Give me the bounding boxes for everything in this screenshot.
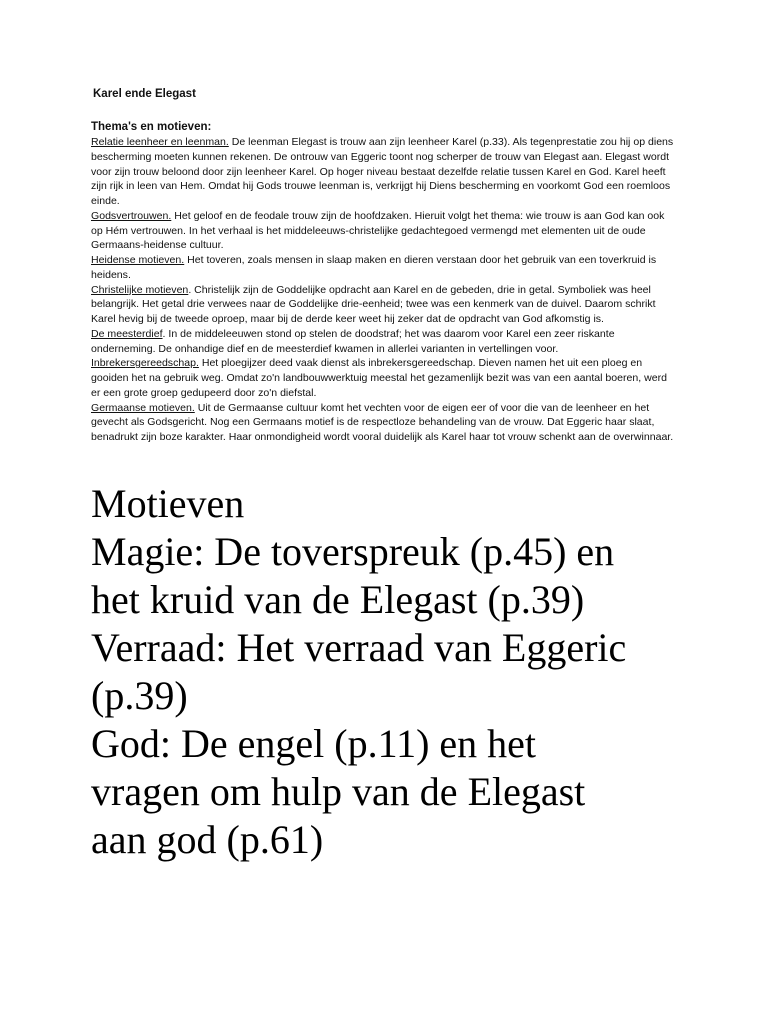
theme-paragraph: [91, 327, 677, 357]
theme-label: Inbrekersgereedschap.: [91, 357, 199, 370]
document-title: Karel ende Elegast: [93, 88, 196, 100]
theme-text: . Christelijk zijn de Goddelijke opdracht aan Karel en de gebeden, drie in getal. Symboliek was heel belangrijk. Het getal drie verwees naar de Goddelijke drie-eenheid; twee was een kenmerk van de duivel. Daarom schrikt Karel hevig bij de tweede oproep, maar bij de derde keer weet hij zeker dat de opdracht van God afkomstig is.: [91, 283, 656, 325]
theme-label: Germaanse motieven.: [91, 401, 195, 414]
motieven-line: Verraad: Het verraad van Eggeric: [91, 625, 627, 670]
motieven-section: [91, 480, 731, 864]
motieven-line: Magie: De toverspreuk (p.45) en: [91, 529, 615, 574]
theme-label: Relatie leenheer en leenman.: [91, 136, 229, 148]
motieven-line: het kruid van de Elegast (p.39): [91, 577, 585, 622]
motieven-line: (p.39): [91, 673, 188, 718]
theme-label: Godsvertrouwen.: [91, 209, 172, 222]
theme-paragraph: [91, 283, 677, 327]
theme-paragraph: [91, 209, 677, 253]
theme-paragraph: [91, 401, 677, 445]
theme-text: De leenman Elegast is trouw aan zijn leenheer Karel (p.33). Als tegenprestatie zou hij op diens bescherming moeten kunnen rekenen. De ontrouw van Eggeric toont nog scherper de trouw van Elegast aan. Elegast wordt voor zijn trouw beloond door zijn leenheer Karel. Op hoger niveau bestaat dezelfde relatie tussen Karel en God. Karel heeft zijn rijk in leen van Hem. Omdat hij Gods trouwe leenman is, verkrijgt hij Diens bescherming en voorkomt God een roemloos einde.: [91, 136, 674, 207]
theme-paragraph: [91, 356, 677, 400]
theme-text: Het toveren, zoals mensen in slaap maken en dieren verstaan door het gebruik van een toverkruid is heidens.: [91, 254, 657, 281]
motieven-line: God: De engel (p.11) en het: [91, 721, 537, 766]
themes-section: [91, 135, 677, 445]
theme-label: De meesterdief: [91, 327, 163, 340]
motieven-line: vragen om hulp van de Elegast: [91, 769, 586, 814]
motieven-heading: Motieven: [91, 481, 245, 526]
themes-heading: Thema's en motieven:: [91, 121, 212, 133]
theme-paragraph: [91, 135, 677, 209]
theme-text: . In de middeleeuwen stond op stelen de doodstraf; het was daarom voor Karel een zeer riskante onderneming. De onhandige dief en de meesterdief kwamen in allerlei varianten in vertellingen voor.: [91, 327, 615, 355]
theme-label: Christelijke motieven: [91, 283, 189, 296]
motieven-line: aan god (p.61): [91, 817, 324, 862]
theme-text: Het ploegijzer deed vaak dienst als inbrekersgereedschap. Dieven namen het uit een ploeg en gooiden het na gebruik weg. Omdat zo'n landbouwwerktuig meestal het gezamenlijk bezit was van een aantal boeren, werd er een grote groep gedupeerd door zo'n diefstal.: [91, 357, 667, 399]
theme-text: Uit de Germaanse cultuur komt het vechten voor de eigen eer of voor die van de leenheer en het gevecht als Godsgericht. Nog een Germaans motief is de respectloze behandeling van de vrouw. Dat Eggeric haar slaat, benadrukt zijn boze karakter. Haar onmondigheid wordt vooral duidelijk als Karel haar tot vrouw schenkt aan de overwinnaar.: [91, 401, 674, 443]
theme-text: Het geloof en de feodale trouw zijn de hoofdzaken. Hieruit volgt het thema: wie trouw is aan God kan ook op Hém vertrouwen. In het verhaal is het middeleeuws-christelijke gedachtegoed vermengd met elementen uit de oude Germaans-heidense cultuur.: [91, 209, 665, 252]
theme-label: Heidense motieven.: [91, 254, 185, 266]
theme-paragraph: [91, 253, 677, 283]
